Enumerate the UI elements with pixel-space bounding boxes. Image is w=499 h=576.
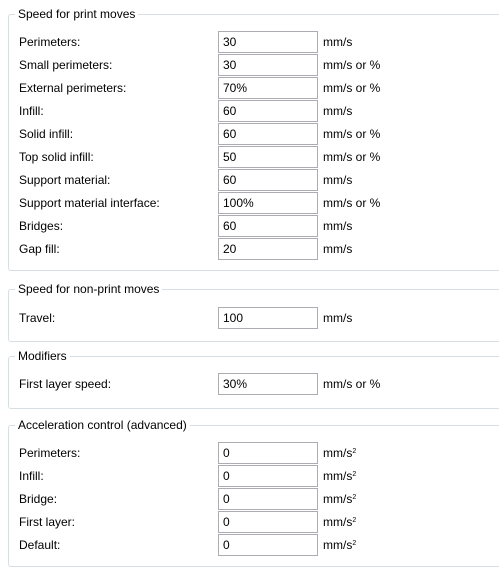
row-solid-infill xyxy=(9,123,499,145)
field-label: Support material interface: xyxy=(19,196,160,210)
row-accel-perimeters xyxy=(9,442,499,464)
field-label: Perimeters: xyxy=(19,35,81,49)
support-material-interface-speed-input[interactable] xyxy=(218,192,318,214)
field-label: Solid infill: xyxy=(19,127,74,141)
travel-speed-input[interactable] xyxy=(218,307,318,329)
unit-label: mm/s xyxy=(323,311,353,325)
unit-label: $mm/s^2$ xyxy=(323,492,357,506)
default-acceleration-input[interactable] xyxy=(218,534,318,556)
unit-label: mm/s or % xyxy=(323,81,381,95)
support-material-speed-input[interactable] xyxy=(218,169,318,191)
infill-acceleration-input[interactable] xyxy=(218,465,318,487)
solid-infill-speed-input[interactable] xyxy=(218,123,318,145)
perimeters-acceleration-input[interactable] xyxy=(218,442,318,464)
row-gap-fill xyxy=(9,238,499,260)
external-perimeters-speed-input[interactable] xyxy=(218,77,318,99)
unit-label: mm/s or % xyxy=(323,377,381,391)
bridge-acceleration-input[interactable] xyxy=(218,488,318,510)
unit-label: mm/s or % xyxy=(323,127,381,141)
row-top-solid-infill xyxy=(9,146,499,168)
row-accel-infill xyxy=(9,465,499,487)
row-travel xyxy=(9,307,499,329)
small-perimeters-speed-input[interactable] xyxy=(218,54,318,76)
field-label: External perimeters: xyxy=(19,81,127,95)
row-accel-first-layer xyxy=(9,511,499,533)
field-label: Infill: xyxy=(19,104,44,118)
unit-label: mm/s xyxy=(323,104,353,118)
row-accel-default xyxy=(9,534,499,556)
field-label: First layer speed: xyxy=(19,377,112,391)
row-small-perimeters xyxy=(9,54,499,76)
bridges-speed-input[interactable] xyxy=(218,215,318,237)
gap-fill-speed-input[interactable] xyxy=(218,238,318,260)
row-infill xyxy=(9,100,499,122)
group-speed-non-print-moves xyxy=(8,282,499,342)
group-speed-print-moves xyxy=(8,7,499,271)
group-title: Speed for non-print moves xyxy=(15,281,162,297)
field-label: Perimeters: xyxy=(19,446,81,460)
group-title: Speed for print moves xyxy=(15,6,138,22)
field-label: Top solid infill: xyxy=(19,150,94,164)
row-first-layer-speed xyxy=(9,373,499,395)
unit-label: $mm/s^2$ xyxy=(323,469,357,483)
unit-label: mm/s or % xyxy=(323,196,381,210)
row-bridges xyxy=(9,215,499,237)
unit-label: mm/s xyxy=(323,173,353,187)
first-layer-speed-input[interactable] xyxy=(218,373,318,395)
unit-label: mm/s or % xyxy=(323,58,381,72)
field-label: Support material: xyxy=(19,173,111,187)
row-support-material xyxy=(9,169,499,191)
unit-label: mm/s xyxy=(323,219,353,233)
row-accel-bridge xyxy=(9,488,499,510)
field-label: Infill: xyxy=(19,469,44,483)
field-label: Bridges: xyxy=(19,219,64,233)
row-support-material-interface xyxy=(9,192,499,214)
group-title: Modifiers xyxy=(15,348,70,364)
unit-label: mm/s xyxy=(323,35,353,49)
unit-label: $mm/s^2$ xyxy=(323,538,357,552)
first-layer-acceleration-input[interactable] xyxy=(218,511,318,533)
unit-label: $mm/s^2$ xyxy=(323,446,357,460)
row-perimeters xyxy=(9,31,499,53)
infill-speed-input[interactable] xyxy=(218,100,318,122)
unit-label: mm/s xyxy=(323,242,353,256)
row-external-perimeters xyxy=(9,77,499,99)
top-solid-infill-speed-input[interactable] xyxy=(218,146,318,168)
group-acceleration-control xyxy=(8,418,499,567)
field-label: Default: xyxy=(19,538,61,552)
field-label: Travel: xyxy=(19,311,56,325)
field-label: Bridge: xyxy=(19,492,58,506)
field-label: Small perimeters: xyxy=(19,58,113,72)
field-label: Gap fill: xyxy=(19,242,60,256)
group-modifiers xyxy=(8,349,499,409)
unit-label: mm/s or % xyxy=(323,150,381,164)
unit-label: $mm/s^2$ xyxy=(323,515,357,529)
group-title: Acceleration control (advanced) xyxy=(15,417,190,433)
perimeters-speed-input[interactable] xyxy=(218,31,318,53)
field-label: First layer: xyxy=(19,515,76,529)
